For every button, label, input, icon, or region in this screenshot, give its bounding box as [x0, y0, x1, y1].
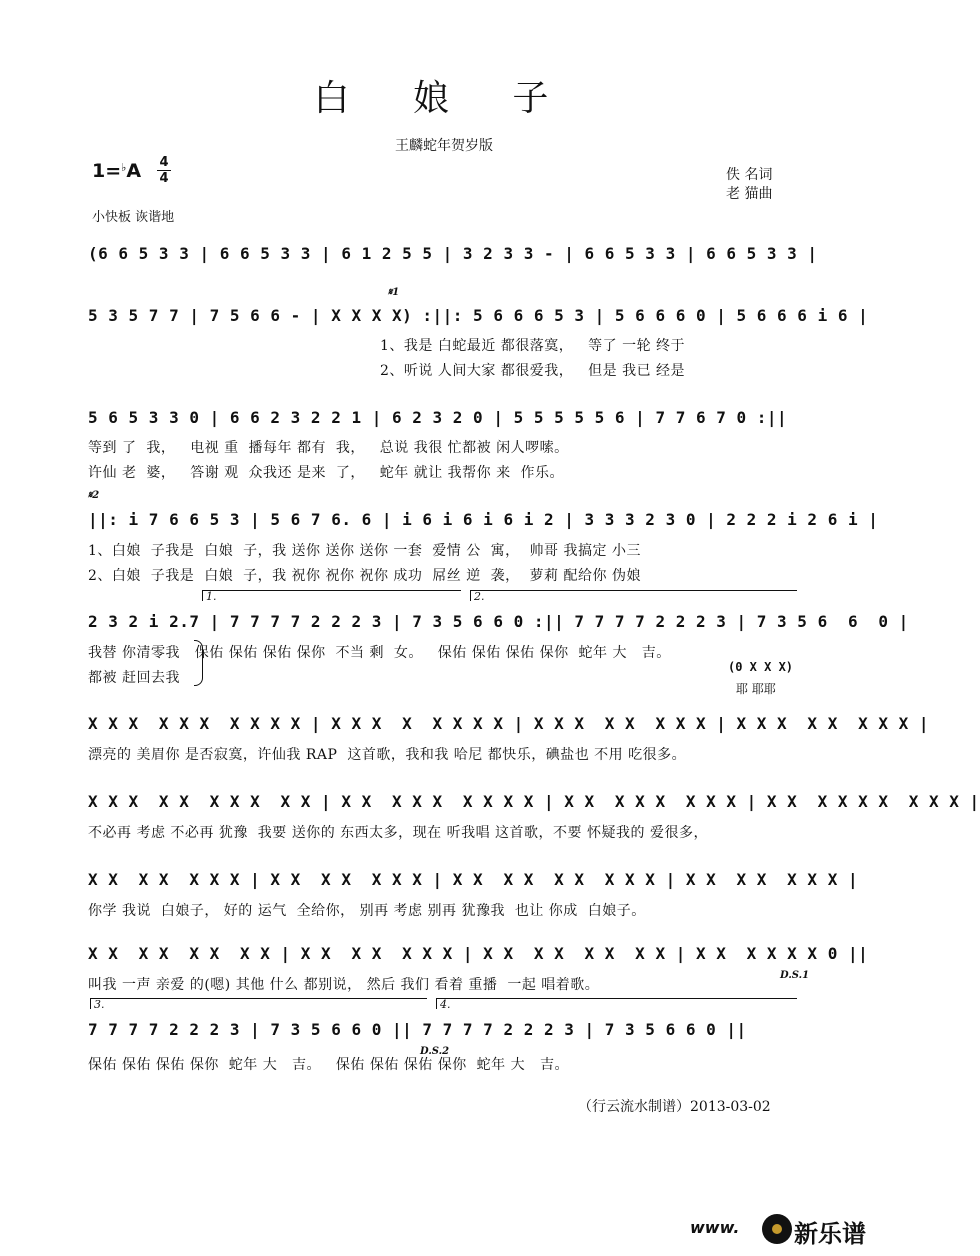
ending-bracket-1 — [202, 590, 461, 601]
lyrics-row-6: 漂亮的 美眉你 是否寂寞，许仙我 RAP 这首歌，我和我 哈尼 都快乐，碘盐也 不用 吃很多。 — [88, 747, 687, 763]
score-row-6: X X X X X X X X X X | X X X X X X X X | X X X X X X X X | X X X X X X X X | — [88, 714, 930, 733]
ending-4-label: 4. — [440, 998, 451, 1011]
lyricist: 佚 名词 — [726, 167, 773, 183]
lyrics-row-3-verse-1: 等到 了 我， 电视 重 播每年 都有 我， 总说 我很 忙都被 闲人啰嗦。 — [88, 440, 569, 456]
segno-2: 𝄋2 — [88, 490, 100, 501]
time-signature: 4 4 — [157, 156, 171, 185]
lyrics-row-10: 保佑 保佑 保佑 保你 蛇年 大 吉。 保佑 保佑 保佑 保你 蛇年 大 吉。 — [88, 1057, 569, 1073]
score-row-4: ||: i 7 6 6 5 3 | 5 6 7 6. 6 | i 6 i 6 i 6 i 2 | 3 3 3 2 3 0 | 2 2 2 i 2 6 i | — [88, 510, 879, 529]
page-title: 白 娘 子 — [313, 78, 575, 119]
segno-1: 𝄋1 — [388, 287, 400, 298]
lyrics-row-5-verse-2: 都被 赶回去我 — [88, 670, 180, 686]
lyrics-row-2-verse-2: 2、听说 人间大家 都很爱我， 但是 我已 经是 — [380, 363, 686, 379]
logo-url-text: www. — [690, 1218, 740, 1237]
verse-brace — [194, 640, 203, 686]
lyrics-row-9: 叫我 一声 亲爱 的(嗯) 其他 什么 都别说， 然后 我们 看着 重播 一起 唱着歌。 — [88, 977, 600, 993]
score-row-10: 7 7 7 7 2 2 2 3 | 7 3 5 6 6 0 || 7 7 7 7 2 2 2 3 | 7 3 5 6 6 0 || — [88, 1020, 747, 1039]
credits — [726, 166, 772, 204]
ending-bracket-2 — [470, 590, 797, 601]
record-disc-icon — [762, 1214, 792, 1244]
lyrics-row-7: 不必再 考虑 不必再 犹豫 我要 送你的 东西太多，现在 听我唱 这首歌，不要 怀疑我的 爱很多， — [88, 825, 708, 841]
ending-bracket-4 — [436, 998, 797, 1009]
subtitle: 王麟蛇年贺岁版 — [395, 138, 493, 154]
logo-brand: 新乐谱 — [794, 1220, 866, 1248]
score-row-2: 5 3 5 7 7 | 7 5 6 6 - | X X X X) :||: 5 6 6 6 5 3 | 5 6 6 6 0 | 5 6 6 6 i 6 | — [88, 306, 869, 325]
ending-2-label: 2. — [474, 590, 485, 603]
lyrics-row-2-verse-1: 1、我是 白蛇最近 都很落寞， 等了 一轮 终于 — [380, 338, 686, 354]
score-row-5: 2 3 2 i 2.7 | 7 7 7 7 2 2 2 3 | 7 3 5 6 6 0 :|| 7 7 7 7 2 2 2 3 | 7 3 5 6 6 0 | — [88, 612, 909, 631]
score-row-7: X X X X X X X X X X | X X X X X X X X X | X X X X X X X X | X X X X X X X X X | — [88, 792, 980, 811]
score-row-9: X X X X X X X X | X X X X X X X | X X X X X X X X | X X X X X X 0 || — [88, 944, 869, 963]
dal-segno-2: D.S.2 — [420, 1046, 450, 1057]
ending-1-label: 1. — [206, 590, 217, 603]
lyrics-row-8: 你学 我说 白娘子， 好的 运气 全给你， 别再 考虑 别再 犹豫我 也让 你成 白娘子。 — [88, 903, 646, 919]
tempo-marking: 小快板 诙谐地 — [92, 210, 175, 225]
ending-2-extra-lyrics: 耶 耶耶 — [736, 682, 776, 696]
score-row-1: (6 6 5 3 3 | 6 6 5 3 3 | 6 1 2 5 5 | 3 2 3 3 - | 6 6 5 3 3 | 6 6 5 3 3 | — [88, 244, 818, 263]
lyrics-row-5-verse-1: 我替 你清零我 保佑 保佑 保佑 保你 不当 剩 女。 保佑 保佑 保佑 保你 蛇年 大 吉。 — [88, 645, 671, 661]
lyrics-row-3-verse-2: 许仙 老 婆， 答谢 观 众我还 是来 了， 蛇年 就让 我帮你 来 作乐。 — [88, 465, 565, 481]
lyrics-row-4-verse-2: 2、白娘 子我是 白娘 子，我 祝你 祝你 祝你 成功 屌丝 逆 袭， 萝莉 配给你 伪娘 — [88, 568, 641, 584]
composer: 老 猫曲 — [726, 186, 773, 202]
dal-segno-1: D.S.1 — [780, 970, 810, 981]
ending-2-extra-notes: (0 X X X) — [728, 660, 794, 674]
ending-bracket-3 — [90, 998, 427, 1009]
key-signature: 1=♭A — [92, 160, 142, 182]
footer-credit: （行云流水制谱）2013-03-02 — [578, 1099, 771, 1115]
score-row-8: X X X X X X X | X X X X X X X | X X X X X X X X X | X X X X X X X | — [88, 870, 859, 889]
ending-3-label: 3. — [94, 998, 105, 1011]
score-row-3: 5 6 5 3 3 0 | 6 6 2 3 2 2 1 | 6 2 3 2 0 | 5 5 5 5 5 6 | 7 7 6 7 0 :|| — [88, 408, 788, 427]
lyrics-row-4-verse-1: 1、白娘 子我是 白娘 子，我 送你 送你 送你 一套 爱情 公 寓， 帅哥 我搞定 小三 — [88, 543, 641, 559]
site-logo — [690, 1212, 880, 1248]
